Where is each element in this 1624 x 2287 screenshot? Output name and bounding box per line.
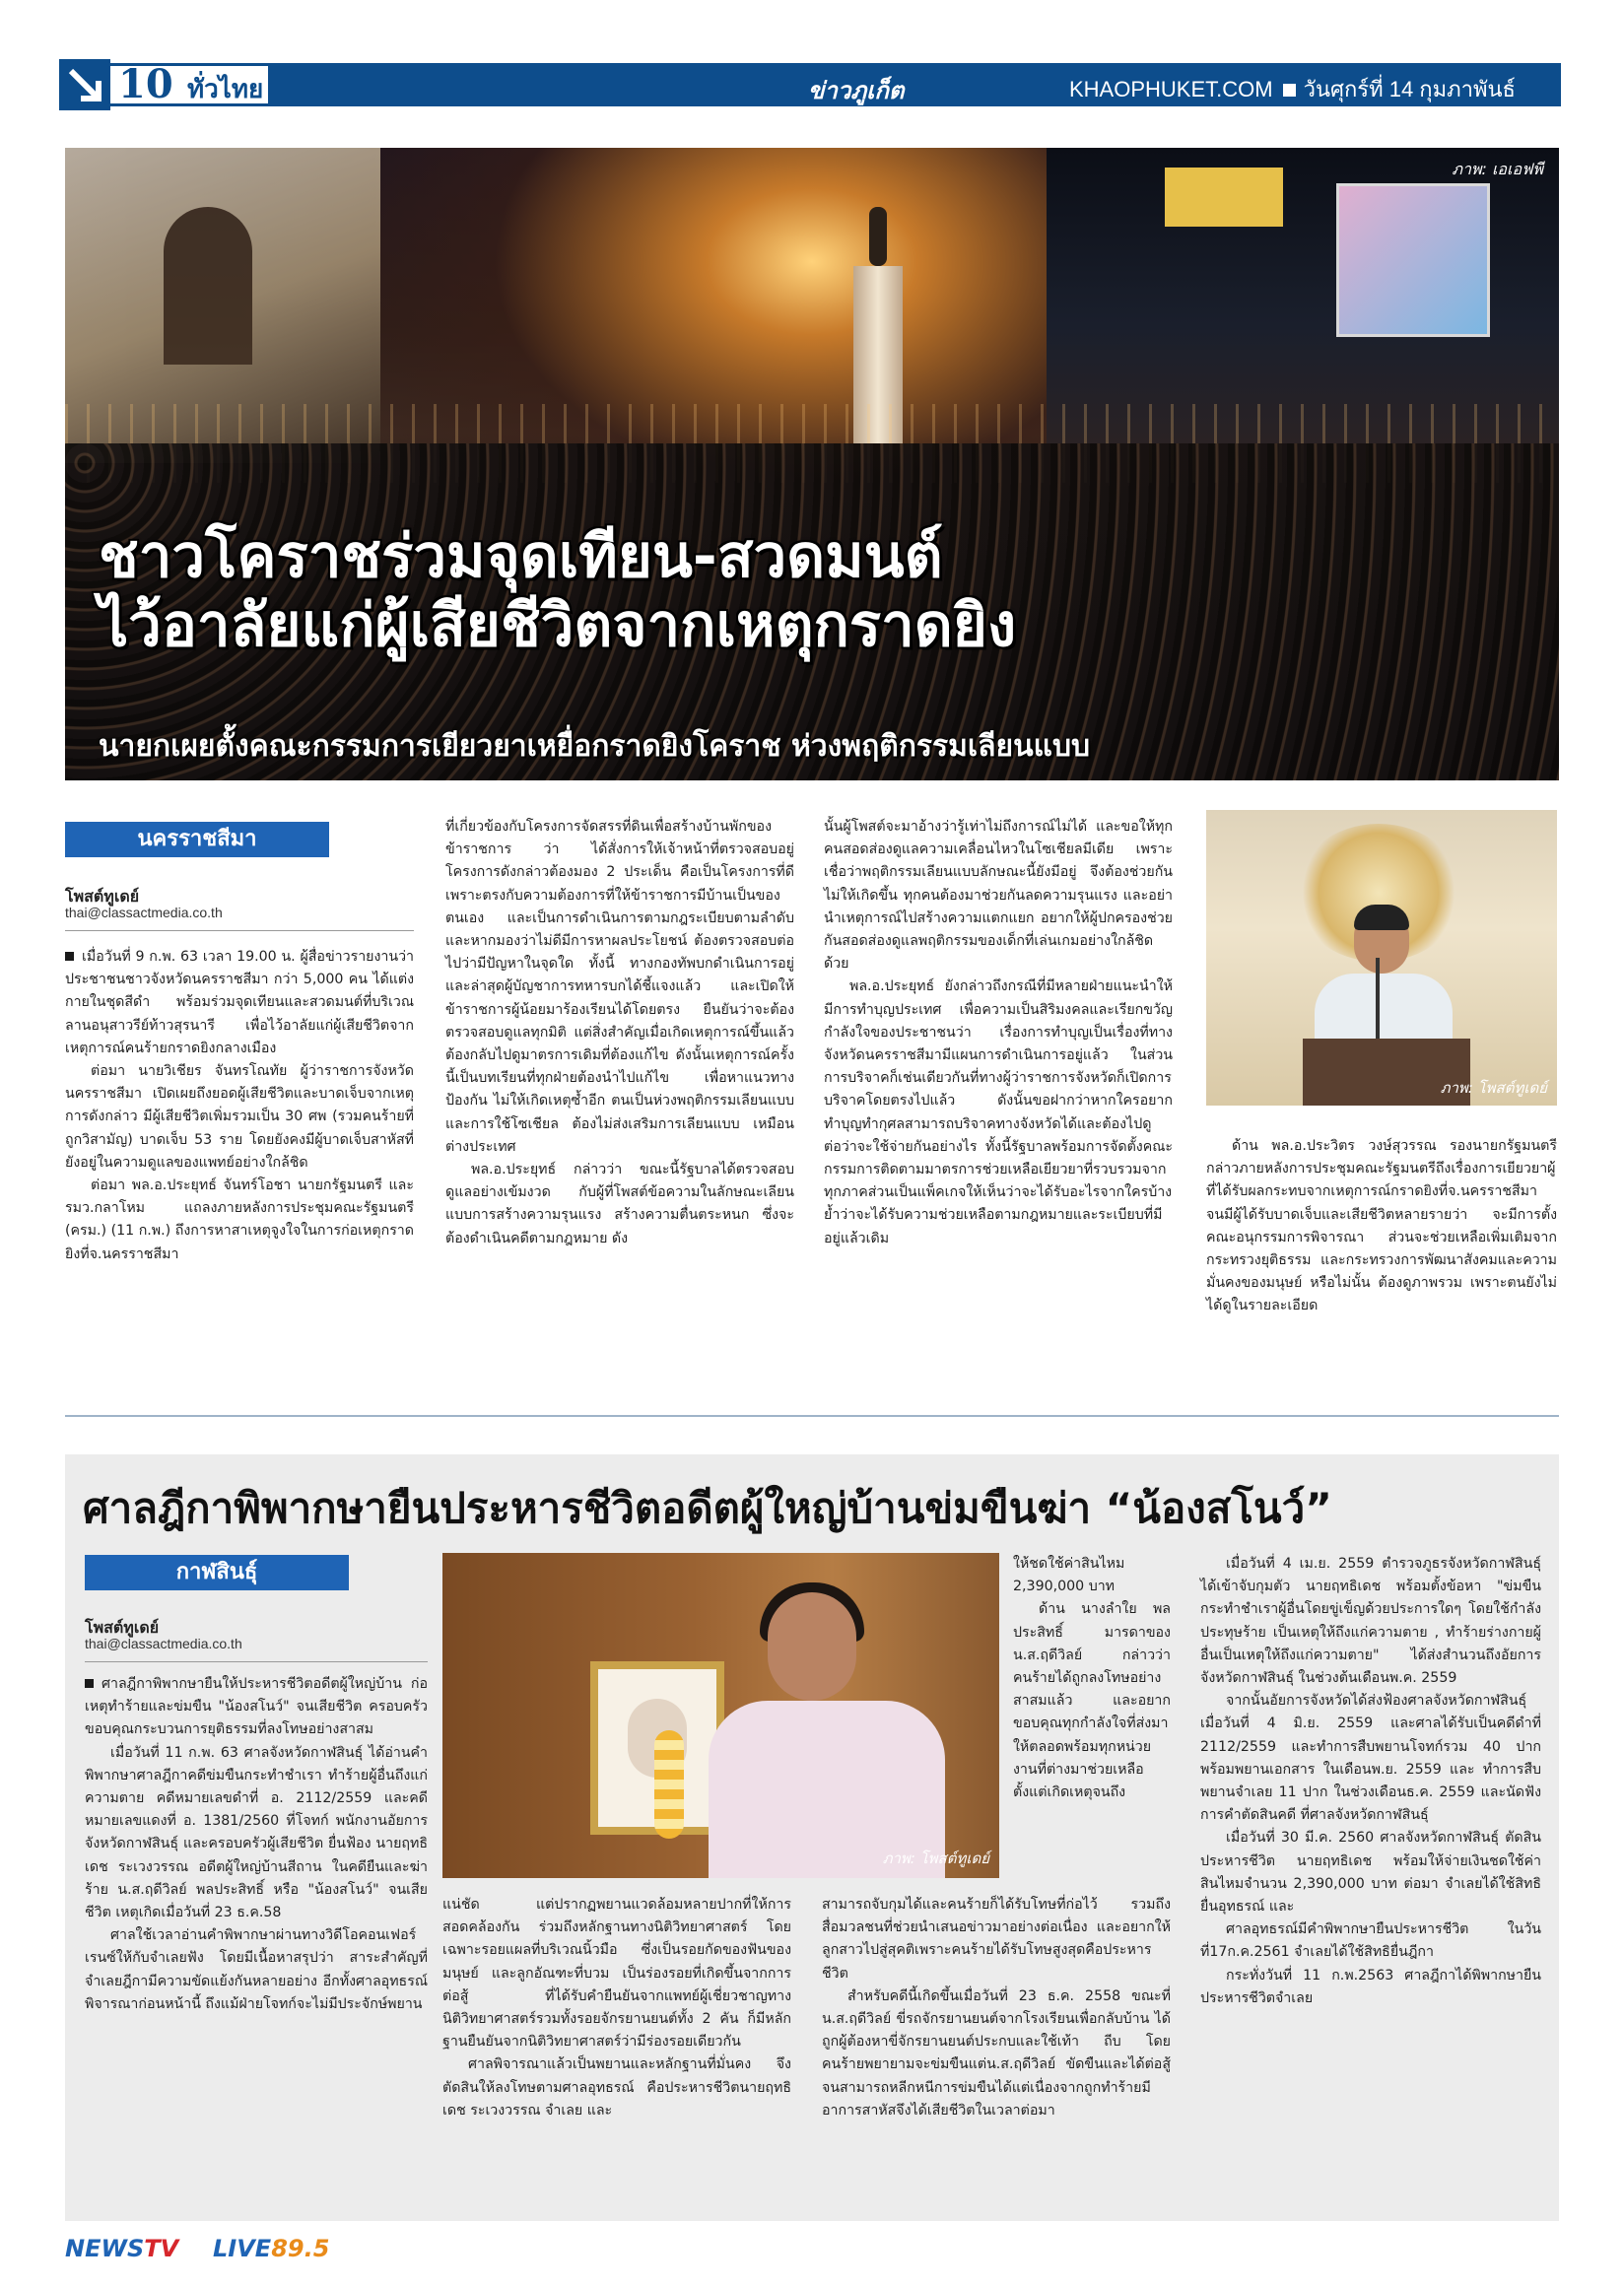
paragraph: ด้าน นางลำใย พลประสิทธิ์ มารดาของ น.ส.ฤดีวิลย์ กล่าวว่า คนร้ายได้ถูกลงโทษอย่างสาสมแล้ว และอยากขอบคุณทุกกำลังใจที่ส่งมาให้ตลอดพร้อมทุกหน่วยงานที่ต่างมาช่วยเหลือตั้งแต่เกิดเหตุจนถึง xyxy=(1013,1601,1171,1801)
paragraph xyxy=(65,946,414,1060)
article-column-2 xyxy=(445,816,794,1392)
article-column-2 xyxy=(442,1894,791,2205)
sub-headline: นายกเผยตั้งคณะกรรมการเยียวยาเหยื่อกราดยิงโคราช ห่วงพฤติกรรมเลียนแบบ xyxy=(99,729,1091,764)
live-radio-logo[interactable] xyxy=(213,2235,329,2262)
byline: โพสต์ทูเดย์ xyxy=(65,887,140,906)
news-text: NEWS xyxy=(65,2235,145,2262)
paragraph: ต่อมา นายวิเชียร จันทรโณทัย ผู้ว่าราชการจังหวัดนครราชสีมา เปิดเผยถึงยอดผู้เสียชีวิตและบาดเจ็บจากเหตุการดังกล่าว มีผู้เสียชีวิตเพิ่มรวมเป็น 30 ศพ (รวมคนร้ายที่ถูกวิสามัญ) บาดเจ็บ 53 ราย โดยยังคงมีผู้บาดเจ็บสาหัสที่ยังอยู่ในความดูแลของแพทย์อย่างใกล้ชิด xyxy=(65,1063,414,1171)
paragraph: ให้ชดใช้ค่าสินไหม 2,390,000 บาท xyxy=(1013,1556,1125,1595)
main-headline xyxy=(99,522,1016,660)
photo-flower-garland xyxy=(654,1730,684,1839)
bullet-square-icon xyxy=(85,1679,94,1688)
photo-microphone xyxy=(1376,958,1380,1039)
headline-line-1: ชาวโคราชร่วมจุดเทียน-สวดมนต์ xyxy=(99,522,943,591)
issue-date: วันศุกร์ที่ 14 กุมภาพันธ์ 2563 xyxy=(1069,77,1516,131)
article-column-3 xyxy=(822,1894,1171,2205)
byline: โพสต์ทูเดย์ xyxy=(85,1618,160,1637)
article-column-1 xyxy=(65,946,414,1389)
photo-credit: ภาพ: โพสต์ทูเดย์ xyxy=(1440,1079,1547,1097)
paragraph: แน่ชัด แต่ปรากฏพยานแวดล้อมหลายปากที่ให้การสอดคล้องกัน ร่วมถึงหลักฐานทางนิติวิทยาศาสตร์ โดยเฉพาะรอยแผลที่บริเวณนิ้วมือ ซึ่งเป็นรอยกัดของฟันของมนุษย์ และลูกอัณฑะที่บวม เป็นร่องรอยที่เกิดขึ้นจากการต่อสู้ ที่ได้รับคำยืนยันจากแพทย์ผู้เชี่ยวชาญทางนิติวิทยาศาสตร์รวมทั้งรอยจักรยานยนต์ทั้ง 2 คัน ก็มีหลักฐานยืนยันจากนิติวิทยาศาสตร์ว่ามีร่องรอยเดียวกัน xyxy=(442,1897,791,2051)
paragraph: เมื่อวันที่ 4 เม.ย. 2559 ตำรวจภูธรจังหวัดกาฬสินธุ์ ได้เข้าจับกุมตัว นายฤทธิเดช พร้อมตั้งข้อหา "ข่มขืนกระทำชำเราผู้อื่นโดยขู่เข็ญด้วยประการใดๆ โดยใช้กำลังประทุษร้าย เป็นเหตุให้ถึงแก่ความตาย , ทำร้ายร่างกายผู้อื่นเป็นเหตุให้ถึงแก่ความตาย" ได้ส่งสำนวนถึงอัยการจังหวัดกาฬสินธุ์ ในช่วงต้นเดือนพ.ค. 2559 xyxy=(1200,1556,1541,1687)
corner-arrow-icon xyxy=(59,59,110,110)
article-column-4 xyxy=(1200,1553,1541,2205)
paragraph: เมื่อวันที่ 11 ก.พ. 63 ศาลจังหวัดกาฬสินธุ์ ได้อ่านคำพิพากษาศาลฎีกาคดีข่มขืนกระทำชำเรา ทำร้ายผู้อื่นถึงแก่ความตาย คดีหมายเลขดำที่ อ. 2112/2559 และคดีหมายเลขแดงที่ อ. 1381/2560 ที่โจทก์ พนักงานอัยการจังหวัดกาฬสินธุ์ และครอบครัวผู้เสียชีวิต ยื่นฟ้อง นายฤทธิเดช ระเวงวรรณ อดีตผู้ใหญ่บ้านสีถาน ในคดียืนและฆ่าร้าย น.ส.ฤดีวิลย์ พลประสิทธิ์ หรือ "น้องสโนว์" จนเสียชีวิต เหตุเกิดเมื่อวันที่ 23 ธ.ค.58 xyxy=(85,1744,428,1921)
photo-statue xyxy=(869,207,887,266)
article-column-1 xyxy=(85,1673,428,2205)
bullet-square-icon xyxy=(65,952,74,961)
square-separator-icon xyxy=(1283,84,1296,97)
paragraph: ศาลใช้เวลาอ่านคำพิพากษาผ่านทางวิดีโอคอนเฟอร์เรนซ์ให้กับจำเลยฟัง โดยมีเนื้อหาสรุปว่า สาระสำคัญที่จำเลยฎีกามีความขัดแย้งกันหลายอย่าง อีกทั้งศาลอุทธรณ์พิจารณาก่อนหน้านี้ ถึงแม้ฝ่ายโจทก์จะไม่มีประจักษ์พยาน xyxy=(85,1927,428,2012)
article-column-3-top xyxy=(1013,1553,1171,1888)
page-number: 10 xyxy=(118,61,173,107)
photo-credit: ภาพ: เอเอฟพี xyxy=(1452,160,1543,178)
hero-photo xyxy=(65,148,1559,780)
paragraph: นั้นผู้โพสต์จะมาอ้างว่ารู้เท่าไม่ถึงการณ์ไม่ได้ และขอให้ทุกคนสอดส่องดูแลความเคลื่อนไหวในโซเชียลมีเดีย เพราะเชื่อว่าพฤติกรรมเลียนแบบลักษณะนี้ยังมีอยู่ จึงต้องช่วยกันไม่ให้เกิดขึ้น ทุกคนต้องมาช่วยกันลดความรุนแรง และอย่านำเหตุการณ์ไปสร้างความแตกแยก อยากให้ผู้ปกครองช่วยกันสอดส่องดูแลพฤติกรรมของเด็กที่เล่นเกมอย่างใกล้ชิดด้วย xyxy=(824,819,1173,973)
byline-rule xyxy=(65,930,414,931)
photo-gate-arch xyxy=(164,207,252,365)
photo-billboard xyxy=(1336,183,1490,337)
mother-holding-portrait-photo xyxy=(442,1553,999,1878)
paragraph: สามารถจับกุมได้และคนร้ายก็ได้รับโทษที่ก่อไว้ รวมถึงสื่อมวลชนที่ช่วยนำเสนอข่าวมาอย่างต่อเนื่อง และอยากให้ลูกสาวไปสู่สุคติเพราะคนร้ายได้รับโทษสูงสุดคือประหารชีวิต xyxy=(822,1897,1171,1982)
location-label: นครราชสีมา xyxy=(65,822,329,857)
photo-credit: ภาพ: โพสต์ทูเดย์ xyxy=(882,1850,989,1867)
prime-minister-photo xyxy=(1206,810,1557,1106)
paragraph: ศาลอุทธรณ์มีคำพิพากษายืนประหารชีวิต ในวันที่17ก.ค.2561 จำเลยได้ใช้สิทธิยื่นฎีกา xyxy=(1200,1921,1541,1961)
paragraph: พล.อ.ประยุทธ์ กล่าวว่า ขณะนี้รัฐบาลได้ตรวจสอบดูแลอย่างเข้มงวด กับผู้ที่โพสต์ข้อความในลักษณะเลียนแบบการสร้างความรุนแรง สร้างความตื่นตระหนก ซึ่งจะต้องดำเนินคดีตามกฎหมาย ดัง xyxy=(445,1162,794,1246)
paragraph: ต่อมา พล.อ.ประยุทธ์ จันทร์โอชา นายกรัฐมนตรี และรมว.กลาโหม แถลงภายหลังการประชุมคณะรัฐมนตรี (ครม.) (11 ก.พ.) ถึงการหาสาเหตุจูงใจในการก่อเหตุกราดยิงที่จ.นครราชสีมา xyxy=(65,1177,414,1262)
live-text: LIVE xyxy=(213,2235,272,2262)
byline-email[interactable]: thai@classactmedia.co.th xyxy=(65,905,223,920)
photo-person-hair xyxy=(1354,905,1409,930)
article-column-3 xyxy=(824,816,1173,1392)
headline-line-2: ไว้อาลัยแก่ผู้เสียชีวิตจากเหตุกราดยิง xyxy=(99,591,1017,660)
paragraph: ด้าน พล.อ.ประวิตร วงษ์สุวรรณ รองนายกรัฐมนตรี กล่าวภายหลังการประชุมคณะรัฐมนตรีถึงเรื่องการเยียวยาผู้ที่ได้รับผลกระทบจากเหตุการณ์กราดยิงที่จ.นครราชสีมา จนมีผู้ได้รับบาดเจ็บและเสียชีวิตหลายรายว่า จะมีการตั้งคณะอนุกรรมการพิจารณา ส่วนจะช่วยเหลือเพิ่มเติมจากกระทรวงยุติธรรม และกระทรวงการพัฒนาสังคมและความมั่นคงของมนุษย์ หรือไม่นั้น ต้องดูภาพรวม เพราะตนยังไม่ได้ดูในรายละเอียด xyxy=(1206,1138,1557,1314)
story-2-panel xyxy=(65,1454,1559,2221)
paragraph-text: เมื่อวันที่ 9 ก.พ. 63 เวลา 19.00 น. ผู้สื่อข่าวรายงานว่า ประชาชนชาวจังหวัดนครราชสีมา กว่า 5,000 คน ได้แต่งกายในชุดสีดำ พร้อมร่วมจุดเทียนและสวดมนต์ที่บริเวณ ลานอนุสาวรีย์ท้าวสุรนารี เพื่อไว้อาลัยแก่ผู้เสียชีวิตจากเหตุการณ์คนร้ายกราดยิงกลางเมือง xyxy=(65,949,414,1056)
article-column-4 xyxy=(1206,1135,1557,1391)
paragraph-text: ศาลฎีกาพิพากษายืนให้ประหารชีวิตอดีตผู้ใหญ่บ้าน ก่อเหตุทำร้ายและข่มขืน "น้องสโนว์" จนเสียชีวิต ครอบครัวขอบคุณกระบวนการยุติธรรมที่ลงโทษอย่างสาสม xyxy=(85,1676,428,1738)
paragraph: พล.อ.ประยุทธ์ ยังกล่าวถึงกรณีที่มีหลายฝ่ายแนะนำให้มีการทำบุญประเทศ เพื่อความเป็นสิริมงคลและเรียกขวัญกำลังใจของประชาชนว่า เรื่องการทำบุญเป็นเรื่องที่ทางจังหวัดนครราชสีมามีแผนการดำเนินการอยู่แล้ว ในส่วนการบริจาคก็เช่นเดียวกันที่ทางผู้ว่าราชการจังหวัดก็เปิดการบริจาคโดยตรงไปแล้ว ดังนั้นขอฝากว่าหากใครอยากทำบุญทำกุศลสามารถบริจาคทางจังหวัดได้และต้องไปดูต่อว่าจะใช้จ่ายกันอย่างไร ทั้งนี้รัฐบาลพร้อมการจัดตั้งคณะกรรมการติดตามมาตรการช่วยเหลือเยียวยาที่รวบรวมจากทุกภาคส่วนเป็นแพ็คเกจให้เห็นว่าจะได้รับอะไรจากใครบ้าง ย้ำว่าจะได้รับความช่วยเหลือตามกฎหมายและระเบียบที่มีอยู่แล้วเดิม xyxy=(824,978,1173,1246)
paragraph: สำหรับคดีนี้เกิดขึ้นเมื่อวันที่ 23 ธ.ค. 2558 ขณะที่ น.ส.ฤดีวิลย์ ขี่รถจักรยานยนต์จากโรงเรียนเพื่อกลับบ้าน ได้ถูกผู้ต้องหาขี่จักรยานยนต์ประกบและใช้เท้า ถีบ โดยคนร้ายพยายามจะข่มขืนแต่น.ส.ฤดีวิลย์ ขัดขืนและได้ต่อสู้จนสามารถหลีกหนีการข่มขืนได้แต่เนื่องจากถูกทำร้ายมีอาการสาหัสจึงได้เสียชีวิตในเวลาต่อมา xyxy=(822,1987,1171,2119)
site-url[interactable]: KHAOPHUKET.COM xyxy=(1069,77,1273,101)
photo-woman-head xyxy=(768,1592,856,1701)
paragraph: ศาลพิจารณาแล้วเป็นพยานและหลักฐานที่มั่นคง จึงตัดสินให้ลงโทษตามศาลอุทธรณ์ คือประหารชีวิตนายฤทธิเดช ระเวงวรรณ จำเลย และ xyxy=(442,2056,791,2119)
story-divider xyxy=(65,1415,1559,1417)
paragraph xyxy=(85,1673,428,1742)
photo-sign xyxy=(1165,168,1283,227)
paragraph: จากนั้นอัยการจังหวัดได้ส่งฟ้องศาลจังหวัดกาฬสินธุ์ เมื่อวันที่ 4 มิ.ย. 2559 และศาลได้รับเป็นคดีดำที่ 2112/2559 และทำการสืบพยานโจทก์รวม 40 ปากพร้อมพยานเอกสาร ในเดือนพ.ย. 2559 และ ทำการสืบพยานจำเลย 11 ปาก ในช่วงเดือนธ.ค. 2559 และนัดฟังการคำตัดสินคดี ที่ศาลจังหวัดกาฬสินธุ์ xyxy=(1200,1693,1541,1824)
fm-frequency: 89.5 xyxy=(271,2235,330,2262)
story-2-headline: ศาลฎีกาพิพากษายืนประหารชีวิตอดีตผู้ใหญ่บ้านข่มขืนฆ่า “น้องสโนว์” xyxy=(83,1484,1332,1532)
byline-rule xyxy=(85,1661,428,1662)
section-name: ทั่วไทย xyxy=(187,75,264,104)
newspaper-logo: ข่าวภูเก็ต xyxy=(808,76,905,104)
paragraph: เมื่อวันที่ 30 มี.ค. 2560 ศาลจังหวัดกาฬสินธุ์ ตัดสินประหารชีวิต นายฤทธิเดช พร้อมให้จ่ายเงินชดใช้ค่าสินไหมจำนวน 2,390,000 บาท ต่อมา จำเลยได้ใช้สิทธิยื่นอุทธรณ์ และ xyxy=(1200,1830,1541,1916)
paragraph: ที่เกี่ยวข้องกับโครงการจัดสรรที่ดินเพื่อสร้างบ้านพักของข้าราชการ ว่า ได้สั่งการให้เจ้าหน้าที่ตรวจสอบอยู่ โครงการดังกล่าวต้องมอง 2 ประเด็น คือเป็นโครงการที่ดี เพราะตรงกับความต้องการที่ให้ข้าราชการมีบ้านเป็นของตนเอง และเป็นการดำเนินการตามกฎระเบียบตามลำดับ และหากมองว่าไม่ดีมีการหาผลประโยชน์ ต้องตรวจสอบต่อไปว่ามีปัญหาในจุดใด ทั้งนี้ ทางกองทัพบกดำเนินการอยู่ และล่าสุดผู้บัญชาการทหารบกได้ชี้แจงแล้ว และเปิดให้ข้าราชการผู้น้อยมาร้องเรียนได้โดยตรง ยืนยันว่าจะต้องตรวจสอบดูแลทุกมิติ แต่สิ่งสำคัญเมื่อเกิดเหตุการณ์ขึ้นแล้ว ต้องกลับไปดูมาตรการเดิมที่ต้องแก้ไข ดังนั้นเหตุการณ์ครั้งนี้เป็นบทเรียนที่ทุกฝ่ายต้องนำไปแก้ไข เพื่อหาแนวทางป้องกัน ไม่ให้เกิดเหตุซ้ำอีก ตนเป็นห่วงพฤติกรรมเลียนแบบ และการใช้โซเชียล ต้องไม่ส่งเสริมการเลียนแบบ เหมือนต่างประเทศ xyxy=(445,819,794,1155)
page-header xyxy=(59,61,1561,131)
news-tv-logo[interactable] xyxy=(65,2235,178,2262)
byline-email[interactable]: thai@classactmedia.co.th xyxy=(85,1636,242,1651)
tv-text: TV xyxy=(144,2235,179,2262)
location-label: กาฬสินธุ์ xyxy=(85,1555,349,1590)
paragraph: กระทั่งวันที่ 11 ก.พ.2563 ศาลฎีกาได้พิพากษายืนประหารชีวิตจำเลย xyxy=(1200,1967,1541,2006)
site-and-date xyxy=(1069,72,1561,132)
